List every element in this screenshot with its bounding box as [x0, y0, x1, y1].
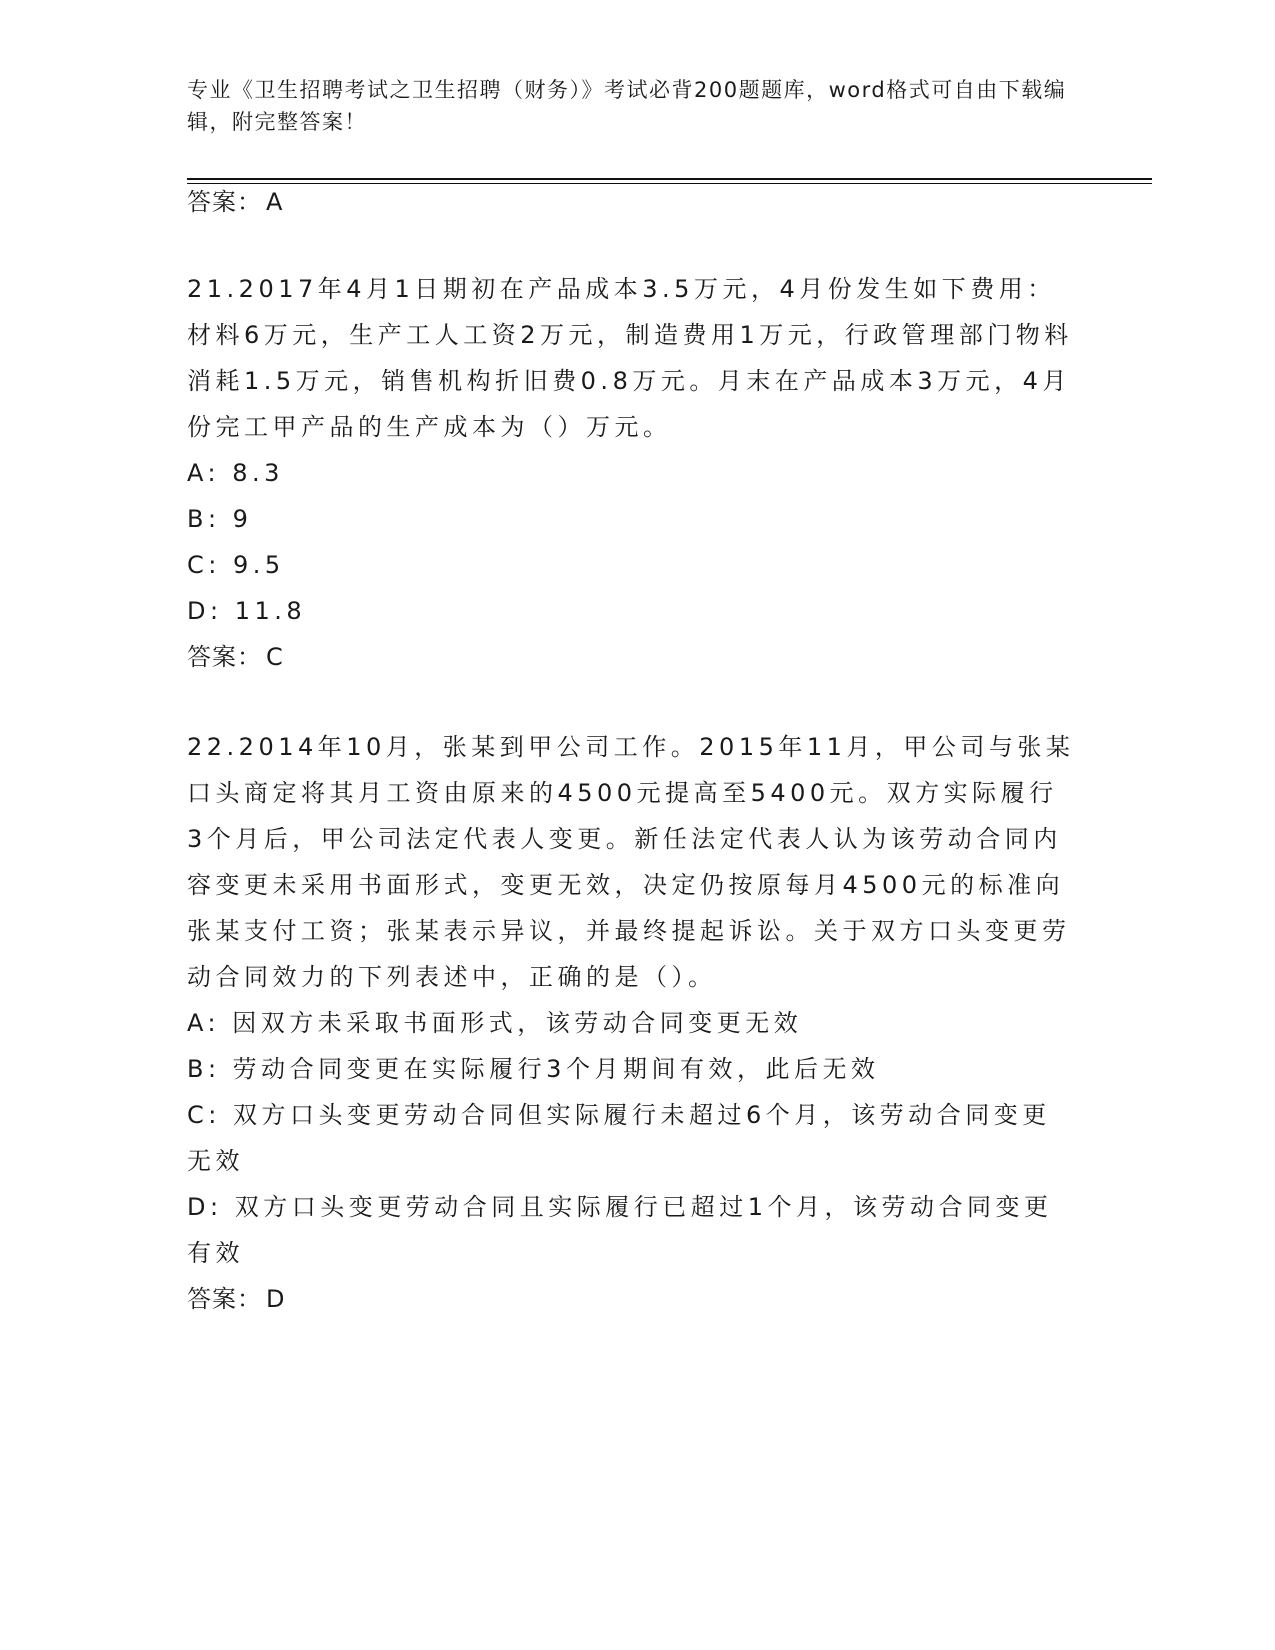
answer-label: 答案：	[187, 1285, 262, 1313]
answer-value: A	[266, 188, 284, 216]
answer-label: 答案：	[187, 643, 262, 671]
option-d: D: 11.8	[187, 597, 307, 625]
option-b: B: 劳动合同变更在实际履行3个月期间有效，此后无效	[187, 1055, 880, 1083]
option-a: A: 因双方未采取书面形式，该劳动合同变更无效	[187, 1009, 803, 1037]
question-answer	[187, 1276, 1077, 1322]
question-stem: 21.2017年4月1日期初在产品成本3.5万元，4月份发生如下费用：材料6万元，生产工人工资2万元，制造费用1万元，行政管理部门物料消耗1.5万元，销售机构折旧费0.8万元。月末在产品成本3万元，4月份完工甲产品的生产成本为（）万元。	[187, 275, 1073, 441]
header-divider-thick	[187, 178, 1152, 180]
question-22	[187, 724, 1077, 1322]
previous-answer	[187, 185, 283, 219]
question-21	[187, 266, 1077, 680]
answer-value: D	[266, 1285, 286, 1313]
header-divider-thin	[187, 183, 1152, 184]
option-c: C: 双方口头变更劳动合同但实际履行未超过6个月，该劳动合同变更无效	[187, 1101, 1051, 1175]
question-stem: 22.2014年10月，张某到甲公司工作。2015年11月，甲公司与张某口头商定将其月工资由原来的4500元提高至5400元。双方实际履行3个月后，甲公司法定代表人变更。新任法定代表人认为该劳动合同内容变更未采用书面形式，变更无效，决定仍按原每月4500元的标准向张某支付工资；张某表示异议，并最终提起诉讼。关于双方口头变更劳动合同效力的下列表述中，正确的是（）。	[187, 733, 1075, 991]
option-a: A: 8.3	[187, 459, 284, 487]
document-header: 专业《卫生招聘考试之卫生招聘（财务）》考试必背200题题库，word格式可自由下载编辑，附完整答案！	[187, 78, 1067, 134]
option-d: D: 双方口头变更劳动合同且实际履行已超过1个月，该劳动合同变更有效	[187, 1193, 1053, 1267]
question-answer	[187, 634, 1077, 680]
option-b: B: 9	[187, 505, 253, 533]
option-c: C: 9.5	[187, 551, 285, 579]
answer-label: 答案：	[187, 188, 262, 216]
answer-value: C	[266, 643, 284, 671]
